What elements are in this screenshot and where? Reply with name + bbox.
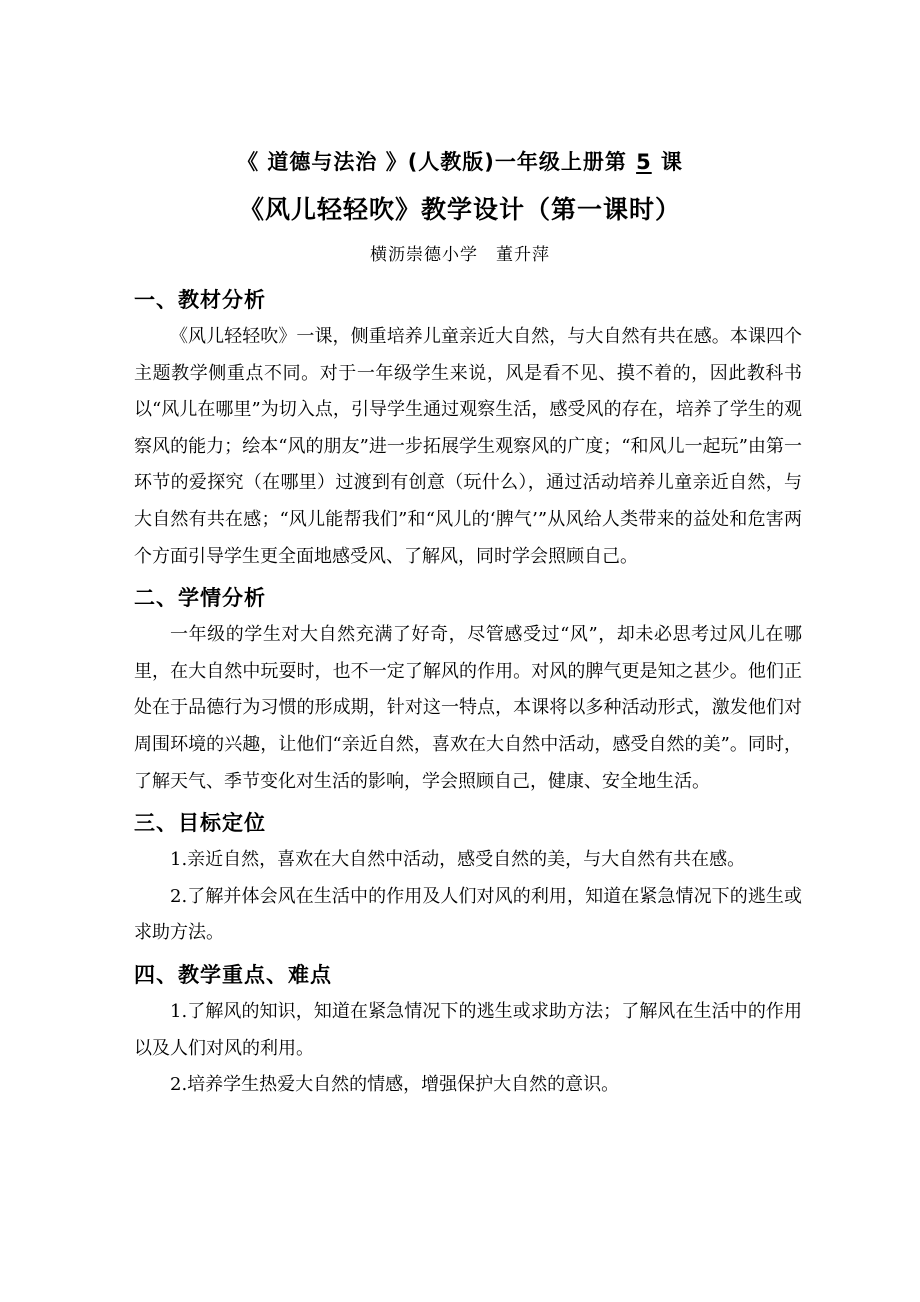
- section-student-analysis: [134, 581, 802, 800]
- list-item: 2.培养学生热爱大自然的情感，增强保护大自然的意识。: [170, 1074, 620, 1096]
- lesson-number: 5: [636, 150, 652, 174]
- section-textbook-analysis: [134, 283, 802, 575]
- section-heading: 四、教学重点、难点: [134, 962, 332, 987]
- section-heading: 三、目标定位: [134, 811, 266, 836]
- school-name: 横沥崇德小学: [370, 245, 478, 265]
- course-header-prefix: 《 道德与法治 》(人教版)一年级上册第: [237, 150, 627, 174]
- section-heading: 二、学情分析: [134, 586, 266, 611]
- course-header: [0, 146, 920, 176]
- section-key-points: [134, 958, 802, 1104]
- list-item: 2.了解并体会风在生活中的作用及人们对风的利用，知道在紧急情况下的逃生或求助方法。: [134, 885, 802, 944]
- section-paragraph: 一年级的学生对大自然充满了好奇，尽管感受过“风”，却未必思考过风儿在哪里，在大自然中玩耍时，也不一定了解风的作用。对风的脾气更是知之甚少。他们正处在于品德行为习惯的形成期，针对这一特点，本课将以多种活动形式，激发他们对周围环境的兴趣，让他们“亲近自然，喜欢在大自然中活动，感受自然的美”。同时，了解天气、季节变化对生活的影响，学会照顾自己，健康、安全地生活。: [134, 624, 802, 792]
- course-header-suffix: 课: [660, 150, 683, 174]
- document-body: [134, 283, 802, 1110]
- section-heading: 一、教材分析: [134, 288, 266, 312]
- section-objectives: [134, 806, 802, 952]
- list-item: 1.了解风的知识，知道在紧急情况下的逃生或求助方法；了解风在生活中的作用以及人们对风的利用。: [134, 1000, 802, 1059]
- list-item: 1.亲近自然，喜欢在大自然中活动，感受自然的美，与大自然有共在感。: [170, 849, 746, 871]
- section-paragraph: 《风儿轻轻吹》一课，侧重培养儿童亲近大自然，与大自然有共在感。本课四个主题教学侧重点不同。对于一年级学生来说，风是看不见、摸不着的，因此教科书以“风儿在哪里”为切入点，引导学生通过观察生活，感受风的存在，培养了学生的观察风的能力；绘本“风的朋友”进一步拓展学生观察风的广度；“和风儿一起玩”由第一环节的爱探究（在哪里）过渡到有创意（玩什么），通过活动培养儿童亲近自然，与大自然有共在感；“风儿能帮我们”和“风儿的‘脾气’”从风给人类带来的益处和危害两个方面引导学生更全面地感受风、了解风，同时学会照顾自己。: [134, 326, 802, 567]
- author-line: [0, 240, 920, 265]
- document-title: 《风儿轻轻吹》教学设计（第一课时）: [238, 195, 681, 224]
- author-name: 董升萍: [496, 245, 550, 265]
